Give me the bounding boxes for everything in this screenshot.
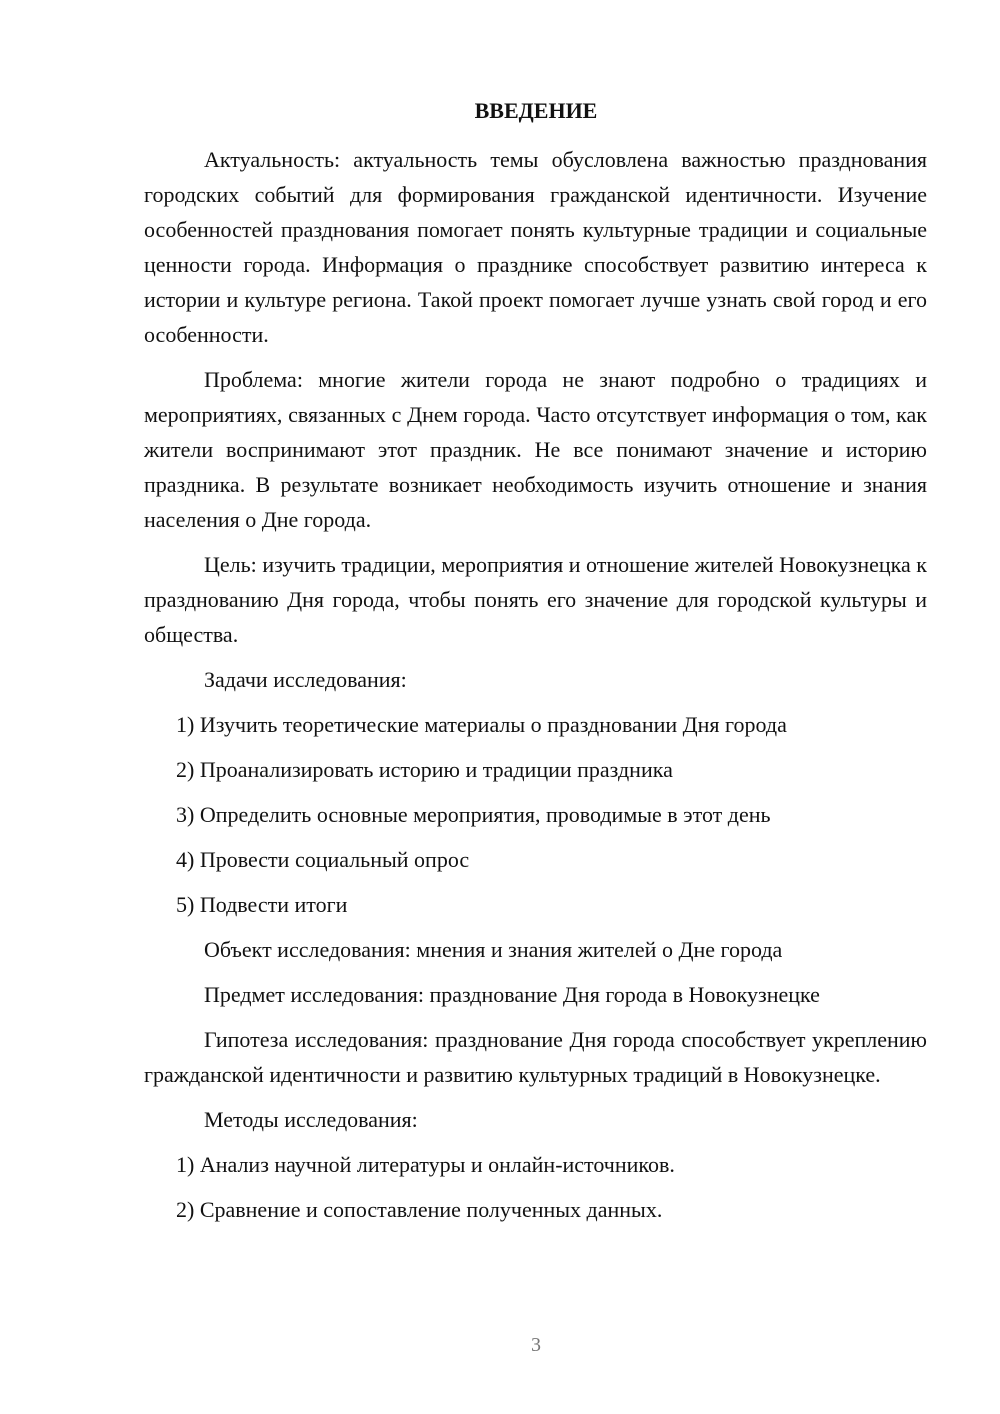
- method-item: 1) Анализ научной литературы и онлайн-источников.: [176, 1152, 675, 1177]
- task-item: 3) Определить основные мероприятия, проводимые в этот день: [176, 802, 771, 827]
- task-item: 2) Проанализировать историю и традиции праздника: [176, 757, 673, 782]
- methods-heading: Методы исследования:: [204, 1107, 418, 1132]
- task-item: 5) Подвести итоги: [176, 892, 348, 917]
- problem-paragraph: Проблема: многие жители города не знают подробно о традициях и мероприятиях, связанных с Днем города. Часто отсутствует информация о том, как жители воспринимают этот праздник. Не все понимают значение и историю праздника. В результате возникает необходимость изучить отношение и знания населения о Дне города.: [144, 367, 927, 532]
- research-subject: Предмет исследования: празднование Дня города в Новокузнецке: [204, 982, 820, 1007]
- goal-paragraph: Цель: изучить традиции, мероприятия и отношение жителей Новокузнецка к празднованию Дня города, чтобы понять его значение для городской культуры и общества.: [144, 552, 927, 647]
- page-number: 3: [531, 1334, 541, 1356]
- method-item: 2) Сравнение и сопоставление полученных данных.: [176, 1197, 663, 1222]
- tasks-heading: Задачи исследования:: [204, 667, 407, 692]
- document-body: [144, 142, 927, 1227]
- hypothesis-paragraph: Гипотеза исследования: празднование Дня города способствует укреплению гражданской идентичности и развитию культурных традиций в Новокузнецке.: [144, 1027, 927, 1087]
- task-item: 1) Изучить теоретические материалы о праздновании Дня города: [176, 712, 787, 737]
- research-object: Объект исследования: мнения и знания жителей о Дне города: [204, 937, 783, 962]
- relevance-paragraph: Актуальность: актуальность темы обусловлена важностью празднования городских событий для формирования гражданской идентичности. Изучение особенностей празднования помогает понять культурные традиции и социальные ценности города. Информация о празднике способствует развитию интереса к истории и культуре региона. Такой проект помогает лучше узнать свой город и его особенности.: [144, 147, 927, 347]
- task-item: 4) Провести социальный опрос: [176, 847, 470, 872]
- page-title: ВВЕДЕНИЕ: [474, 98, 598, 123]
